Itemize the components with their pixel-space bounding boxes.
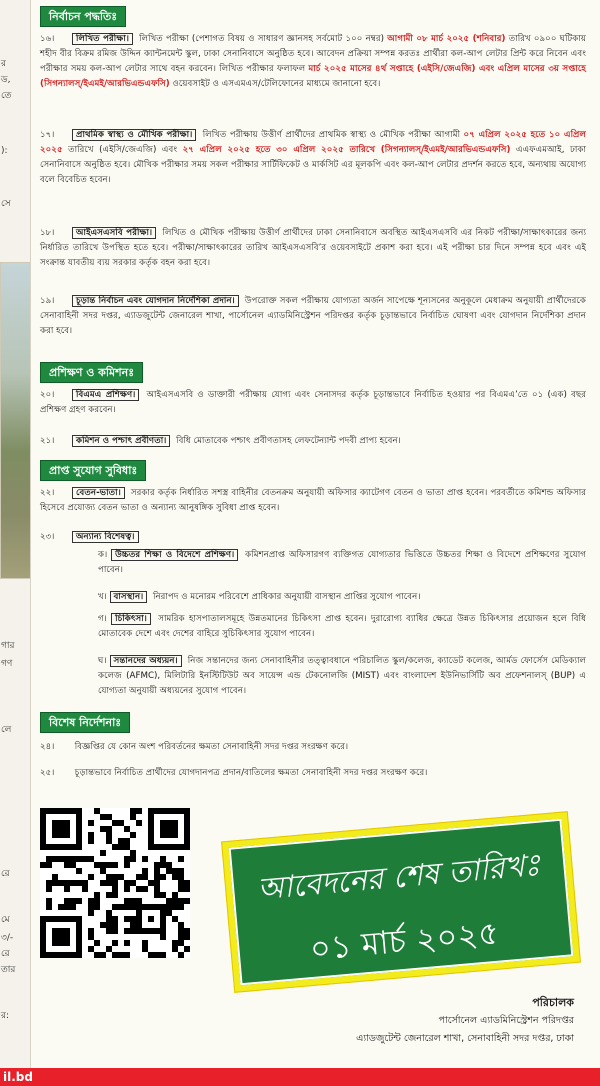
sub-item-mark: খ। — [98, 592, 107, 602]
sub-item-text: কমিশনপ্রাপ্ত অফিসারগণ ব্যক্তিগত যোগ্যতার ভিত্তিতে উচ্চতর শিক্ষা ও বিদেশে প্রশিক্ষণের সুযোগ পাবেন। — [98, 550, 586, 575]
item-number: ২৫। — [40, 768, 55, 778]
fragment-text: তে — [1, 91, 12, 101]
item-16 — [40, 32, 586, 92]
item-22 — [40, 486, 586, 516]
item-number: ১৮। — [40, 228, 55, 238]
item-text: লিখিত পরীক্ষা (পেশাগত বিষয় ও সাধারণ জ্ঞানসহ সর্বমোট ১০০ নম্বর) — [139, 34, 385, 44]
item-text: তারিখে (এইসি/জেএজি) এবং — [68, 145, 178, 155]
fragment-text: সে — [1, 199, 11, 209]
footer-bar — [0, 1068, 600, 1086]
item-text: এএফএমআই, ঢাকা সেনানিবাসে অনুষ্ঠিত হবে। মৌখিক পরীক্ষার সময় সকল পরীক্ষার সার্টিফিকেট ও মার্কসিট এর মূলকপি এবং কল-আপ লেটার প্রদর্শন করতে হবে, অন্যথায় অযোগ্য বলে বিবেচিত হবেন। — [40, 145, 587, 185]
item-23 — [40, 530, 586, 545]
fragment-text: ড, — [1, 75, 11, 85]
item-heading: কমিশন ও পশ্চাৎ প্রবীণতা। — [72, 435, 170, 447]
sub-item-mark: গ। — [98, 614, 107, 624]
fragment-text: ): — [1, 146, 8, 156]
item-heading: আইএসএসবি পরীক্ষা। — [72, 227, 156, 239]
deadline-banner — [221, 811, 581, 993]
item-text: বিজ্ঞপ্তির যে কোন অংশ পরিবর্তনের ক্ষমতা সেনাবাহিনী সদর দপ্তর সংরক্ষণ করে। — [74, 742, 349, 752]
item-20 — [40, 388, 586, 418]
fragment-text: র — [1, 59, 6, 69]
result-date: মার্চ ২০২৫ মাসের ৪র্থ সপ্তাহে (এইসি/জেএজি) এবং এপ্রিল মাসের ৩য় সপ্তাহে (সিগন্যালস্/ইএমই/আরভিএন্ডএফসি) — [40, 64, 586, 89]
item-heading: লিখিত পরীক্ষা। — [72, 33, 133, 45]
sub-item-mark: ক। — [98, 550, 108, 560]
deadline-banner-inner — [229, 819, 574, 986]
item-number: ১৭। — [40, 130, 55, 140]
item-text: আইএসএসবি ও ডাক্তারী পরীক্ষায় যোগ্য এবং সেনাসদর কর্তৃক চূড়ান্তভাবে নির্বাচিত হওয়ার পর বিএমএ’তে ০১ (এক) বছর প্রশিক্ষণ গ্রহণ করবেন। — [40, 390, 586, 415]
item-heading: অন্যান্য বিশেষত্ব। — [72, 531, 139, 543]
item-17 — [40, 128, 586, 188]
item-heading: চূড়ান্ত নির্বাচন এবং যোগদান নির্দেশিকা প্রদান। — [72, 295, 239, 307]
fragment-text: গণ — [1, 659, 13, 669]
item-21 — [40, 434, 586, 449]
sub-item-mark: ঘ। — [98, 656, 107, 666]
sub-item-ka — [98, 548, 586, 578]
sub-item-kha — [98, 590, 586, 605]
item-text: তারিখ ০৯০০ ঘটিকায় শহীদ বীর বিক্রম রমিজ উদ্দিন ক্যান্টনমেন্ট স্কুল, ঢাকা সেনানিবাসে অনুষ্ঠিত হবে। আবেদন প্রক্রিয়া সম্পন্ন করতঃ প্রার্থীরা কল-আপ লেটার প্রিন্ট করে নিবেন এবং পরীক্ষার সময় কল-আপ লেটার সাথে বহন করবেন। লিখিত পরীক্ষার ফলাফল — [40, 34, 586, 74]
fragment-text: গার — [1, 641, 15, 651]
landscape-photo — [0, 262, 31, 579]
item-text: লিখিত পরীক্ষায় উত্তীর্ণ প্রার্থীদের প্রাথমিক স্বাস্থ্য ও মৌখিক পরীক্ষা আগামী — [202, 130, 461, 140]
fragment-text: রে — [1, 869, 10, 879]
deadline-title: আবেদনের শেষ তারিখঃ — [256, 847, 542, 908]
signatory-title: পরিচালক — [532, 996, 574, 1009]
qr-code[interactable] — [40, 808, 190, 958]
viva-date-1: ০৭ এপ্রিল ২০২৫ হতে ১০ এপ্রিল ২০২৫ — [40, 130, 587, 155]
item-heading: প্রাথমিক স্বাস্থ্য ও মৌখিক পরীক্ষা। — [72, 129, 196, 141]
sub-item-text: নিরাপদ ও মনোরম পরিবেশে প্রাধিকার অনুযায়ী বাসস্থান প্রাপ্তির সুযোগ পাবেন। — [153, 592, 421, 602]
section-title-benefits: প্রাপ্ত সুযোগ সুবিধাঃ — [40, 460, 146, 481]
fragment-text: রে — [1, 949, 10, 959]
sub-item-heading: সন্তানদের অধ্যয়ন। — [110, 655, 182, 667]
section-title-selection: নির্বাচন পদ্ধতিঃ — [40, 6, 126, 27]
item-19 — [40, 294, 586, 339]
deadline-date: ০১ মার্চ ২০২৫ — [308, 913, 501, 969]
sub-item-heading: বাসস্থান। — [110, 591, 148, 603]
sub-item-heading: চিকিৎসা। — [111, 613, 151, 625]
item-number: ২১। — [40, 436, 55, 446]
item-text: ওয়েবসাইট ও এসএমএস/টেলিফোনের মাধ্যমে জানানো হবে। — [172, 79, 381, 89]
item-number: ১৯। — [40, 296, 55, 306]
fragment-text: তার — [1, 965, 16, 975]
fragment-text: মে — [1, 915, 10, 925]
fragment-text: লে — [1, 725, 12, 735]
sub-item-text: সামরিক হাসপাতালসমূহে উন্নতমানের চিকিৎসা প্রাপ্ত হবেন। দুরারোগ্য ব্যাধির ক্ষেত্রে উন্নত চিকিৎসার প্রয়োজন হলে বিধি মোতাবেক দেশে এবং দেশের বাহিরে সুচিকিৎসার সুযোগ পাবেন। — [98, 614, 586, 639]
item-text: সরকার কর্তৃক নির্ধারিত সশস্ত্র বাহিনীর বেতনক্রম অনুযায়ী অফিসার ক্যাটেগণ বেতন ও ভাতা প্রাপ্ত হবেন। পরবর্তীতে কমিশন্ড অফিসার হিসেবে প্রযোজ্য বেতন ভাতা ও অন্যান্য আনুষঙ্গিক সুবিধা প্রাপ্ত হবেন। — [40, 488, 586, 513]
item-18 — [40, 226, 586, 271]
item-heading: বিএমএ প্রশিক্ষণ। — [72, 389, 139, 401]
section-title-training: প্রশিক্ষণ ও কমিশনঃ — [40, 362, 143, 383]
item-text: চূড়ান্তভাবে নির্বাচিত প্রার্থীদের যোগদানপত্র প্রদান/বাতিলের ক্ষমতা সেনাবাহিনী সদর দপ্তর সংরক্ষণ করে। — [74, 768, 428, 778]
item-heading: বেতন-ভাতা। — [72, 487, 125, 499]
item-text: লিখিত ও মৌখিক পরীক্ষায় উত্তীর্ণ প্রার্থীদের ঢাকা সেনানিবাসে অবস্থিত আইএসএসবি এর নিকট পরীক্ষা/সাক্ষাৎকারের জন্য নির্ধারিত তারিখে উপস্থিত হতে হবে। পরীক্ষা/সাক্ষাৎকারের তারিখ আইএসএসবি’র ওয়েবসাইটে প্রকাশ করা হবে। এই পরীক্ষা চার দিনে সম্পন্ন হবে এবং এই সংক্রান্ত যাবতীয় ব্যয় সরকার কর্তৃক বহন করা হবে। — [40, 228, 587, 268]
signatory-branch: এ্যাডজুটেন্ট জেনারেল শাখা, সেনাবাহিনী সদর দপ্তর, ঢাকা — [356, 1033, 574, 1044]
fragment-text: র: — [1, 1011, 9, 1021]
qr-code-graphic — [40, 808, 190, 958]
exam-date: আগামী ০৮ মার্চ ২০২৫ (শনিবার) — [387, 34, 506, 44]
sub-item-text: নিজ সন্তানদের জন্য সেনাবাহিনীর তত্ত্বাবধানে পরিচালিত স্কুল/কলেজ, ক্যাডেট কলেজ, আর্মড ফোর্সেস মেডিক্যাল কলেজ (AFMC), মিলিটারি ইনস্টিটিউট অব সায়েন্স এন্ড টেকনোলজি (MIST) এবং বাংলাদেশ ইউনিভার্সিটি অব প্রফেশনালস্ (BUP) এ যোগ্যতা অনুযায়ী অধ্যয়নের সুযোগ পাবেন। — [98, 656, 586, 696]
sub-item-heading: উচ্চতর শিক্ষা ও বিদেশে প্রশিক্ষণ। — [111, 549, 238, 561]
left-cropped-strip — [0, 0, 31, 1086]
item-number: ১৬। — [40, 34, 55, 44]
item-24 — [40, 740, 586, 755]
item-number: ২৩। — [40, 532, 55, 542]
item-text: বিধি মোতাবেক পশ্চাৎ প্রবীণতাসহ লেফটেন্যান্ট পদবী প্রাপ্য হবেন। — [176, 436, 401, 446]
item-number: ২০। — [40, 390, 55, 400]
viva-date-2: ২৭ এপ্রিল ২০২৫ হতে ৩০ এপ্রিল ২০২৫ তারিখে (সিগন্যালস্/ইএমই/আরভিএন্ডএফসি) — [182, 145, 511, 155]
footer-text: il.bd — [3, 1070, 33, 1084]
item-text: উপরোক্ত সকল পরীক্ষায় যোগ্যতা অর্জন সাপেক্ষে শূন্যসনের অনুকূলে মেধাক্রম অনুযায়ী প্রার্থীদেরকে সেনাবাহিনী সদর দপ্তর, এ্যাডজুটেন্ট জেনারেল শাখা, পার্সোনেল এ্যাডমিনিস্ট্রেশন পরিদপ্তর কর্তৃক চূড়ান্তভাবে নির্বাচিত ঘোষণা এবং যোগদান নির্দেশিকা প্রদান করা হবে। — [40, 296, 586, 336]
section-title-special: বিশেষ নির্দেশনাঃ — [40, 712, 130, 733]
item-number: ২৪। — [40, 742, 55, 752]
item-number: ২২। — [40, 488, 55, 498]
sub-item-gha — [98, 654, 586, 699]
item-25 — [40, 766, 586, 781]
fragment-text: ৩/- — [1, 933, 14, 943]
signatory-office: পার্সোনেল এ্যাডমিনিস্ট্রেশন পরিদপ্তর — [438, 1015, 574, 1026]
sub-item-ga — [98, 612, 586, 642]
